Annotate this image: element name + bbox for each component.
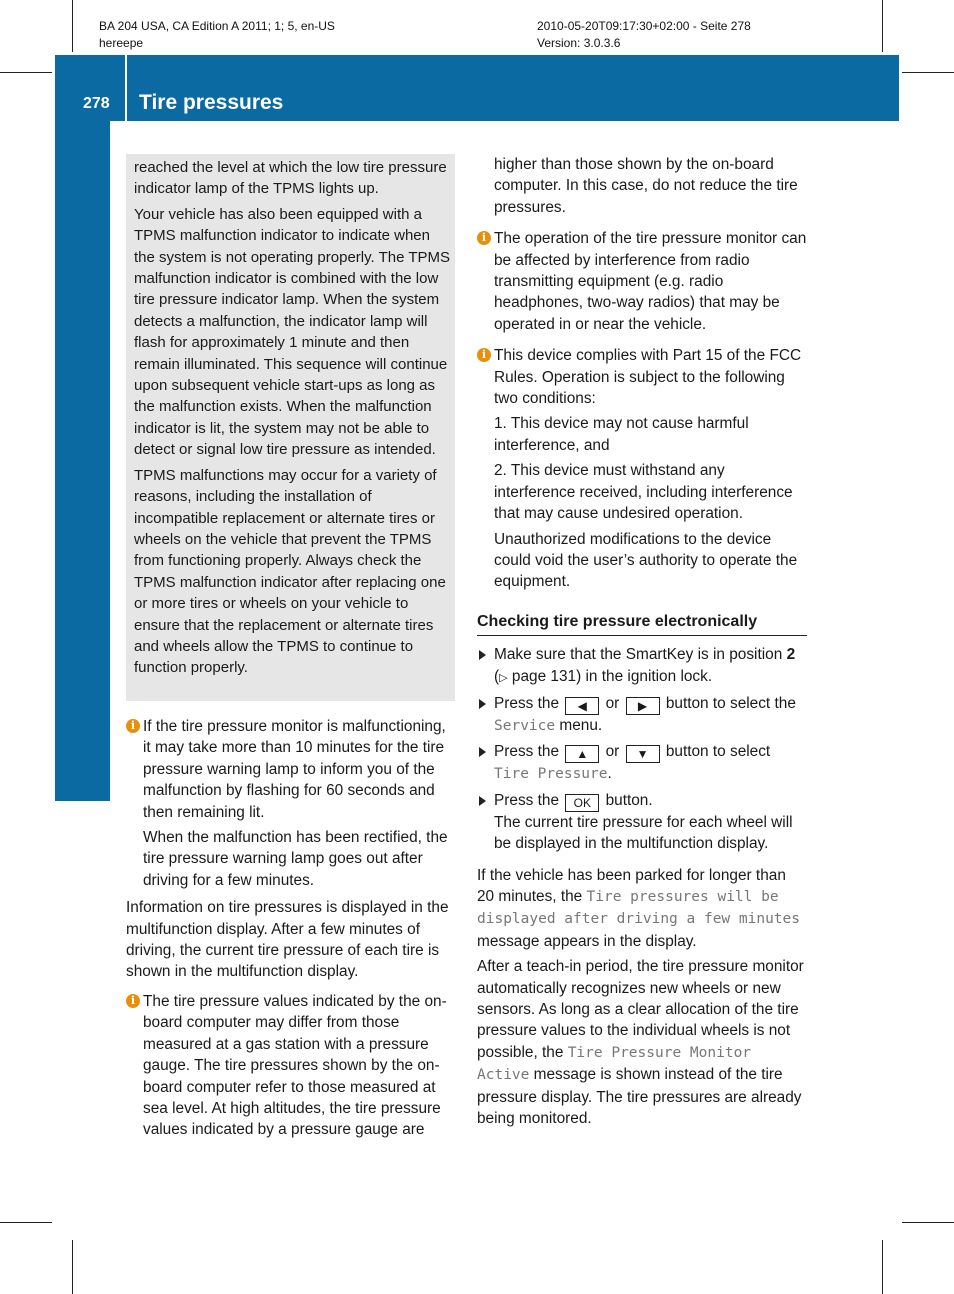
right-arrow-button-icon: ▶ bbox=[626, 697, 660, 715]
crop-mark bbox=[0, 1222, 52, 1223]
arrow-right-icon bbox=[479, 650, 486, 660]
text: message is shown instead of the tire pressure display. The tire pressures are already being monitored. bbox=[477, 1066, 802, 1128]
page-number: 278 bbox=[83, 95, 110, 112]
text: ( bbox=[494, 667, 500, 685]
text: or bbox=[601, 694, 624, 712]
text: Press the bbox=[494, 743, 564, 761]
crop-mark bbox=[902, 1222, 954, 1223]
display-text: Tire Pressure bbox=[494, 766, 608, 783]
ok-button-icon: OK bbox=[565, 794, 599, 812]
crop-mark bbox=[72, 1240, 73, 1294]
text: After a teach-in period, the tire pressure monitor automatically recognizes new wheels or new sensors. As long as a clear allocation of the tire pressure values to the individual wheels is not possible, the bbox=[477, 958, 804, 1061]
paragraph: When the malfunction has been rectified, the tire pressure warning lamp goes out after driving for a few minutes. bbox=[143, 829, 448, 889]
info-icon: i bbox=[477, 231, 491, 245]
meta-line: BA 204 USA, CA Edition A 2011; 1; 5, en-US bbox=[99, 19, 335, 33]
left-arrow-button-icon: ◀ bbox=[565, 697, 599, 715]
left-column bbox=[126, 716, 456, 1145]
arrow-right-icon bbox=[479, 747, 486, 757]
crop-mark bbox=[882, 0, 883, 52]
text: button to select bbox=[661, 743, 771, 761]
paragraph: TPMS malfunctions may occur for a variety of reasons, including the installation of incompatible replacement or alternate tires or wheels on the vehicle that prevent the TPMS from functioning properly. Always check the TPMS malfunction indicator after replacing one or more tires or wheels on your vehicle to ensure that the replacement or alternate tires and wheels allow the TPMS to continue to function properly. bbox=[134, 466, 446, 677]
page-title: Tire pressures bbox=[139, 91, 284, 114]
paragraph: Information on tire pressures is displayed in the multifunction display. After a few minutes of driving, the current tire pressure of each tire is shown in the multifunction display. bbox=[126, 899, 449, 981]
meta-line: 2010-05-20T09:17:30+02:00 - Seite 278 bbox=[537, 19, 751, 33]
info-icon: i bbox=[477, 348, 491, 362]
step-item bbox=[477, 644, 807, 689]
warning-text bbox=[134, 157, 450, 683]
info-icon: i bbox=[126, 994, 140, 1008]
section-heading: Checking tire pressure electronically bbox=[477, 611, 807, 636]
key-position: 2 bbox=[786, 646, 796, 664]
info-icon: i bbox=[126, 719, 140, 733]
text: Press the bbox=[494, 694, 564, 712]
text: If the vehicle has been parked for longer than 20 minutes, the bbox=[477, 866, 786, 905]
text: Make sure that the SmartKey is in position bbox=[494, 646, 787, 664]
text: Press the bbox=[494, 791, 564, 809]
paragraph: 1. This device may not cause harmful interference, and bbox=[494, 415, 749, 454]
crop-mark bbox=[0, 72, 52, 73]
text: . bbox=[607, 765, 612, 783]
info-note bbox=[477, 228, 807, 335]
print-meta-left bbox=[99, 18, 335, 52]
paragraph: Unauthorized modifications to the device could void the user’s authority to operate the equipment. bbox=[494, 530, 798, 591]
display-text: Service bbox=[494, 717, 556, 734]
header-divider bbox=[125, 55, 127, 121]
down-arrow-button-icon: ▼ bbox=[626, 745, 660, 763]
paragraph: higher than those shown by the on-board computer. In this case, do not reduce the tire pressures. bbox=[494, 156, 798, 216]
page-ref-icon: ▷ bbox=[499, 671, 508, 684]
step-item bbox=[477, 693, 807, 737]
text: menu. bbox=[555, 716, 603, 734]
text: or bbox=[601, 743, 624, 761]
up-arrow-button-icon: ▲ bbox=[565, 745, 599, 763]
crop-mark bbox=[902, 72, 954, 73]
chapter-label: Tires and wheels bbox=[68, 561, 95, 747]
paragraph bbox=[477, 865, 807, 953]
paragraph bbox=[477, 956, 807, 1129]
display-message: Tire pressures will be displayed after driving a few minutes bbox=[477, 888, 801, 928]
info-note bbox=[126, 716, 456, 891]
step-result: The current tire pressure for each wheel will be displayed in the multifunction display. bbox=[494, 813, 793, 853]
page-header bbox=[55, 55, 899, 121]
crop-mark bbox=[882, 1240, 883, 1294]
meta-line: hereepe bbox=[99, 36, 144, 50]
step-item bbox=[477, 741, 807, 785]
paragraph: 2. This device must withstand any interference received, including interference that may cause undesired operation. bbox=[494, 462, 793, 523]
page-reference: page 131) in the ignition lock. bbox=[507, 667, 713, 685]
arrow-right-icon bbox=[479, 796, 486, 806]
paragraph: This device complies with Part 15 of the FCC Rules. Operation is subject to the following two conditions: bbox=[494, 347, 802, 408]
paragraph: The operation of the tire pressure monitor can be affected by interference from radio transmitting equipment (e.g. radio headphones, two-way radios) that may be operated in or near the vehicle. bbox=[494, 230, 807, 333]
info-note bbox=[126, 991, 456, 1141]
step-item bbox=[477, 790, 807, 855]
paragraph: The tire pressure values indicated by the on-board computer may differ from those measured at a gas station with a pressure gauge. The tire pressures shown by the on-board computer refer to those measured at sea level. At high altitudes, the tire pressure values indicated by a pressure gauge are bbox=[143, 992, 447, 1139]
text: button to select the bbox=[661, 694, 796, 712]
paragraph: reached the level at which the low tire pressure indicator lamp of the TPMS lights up. bbox=[134, 159, 447, 198]
crop-mark bbox=[72, 0, 73, 52]
display-message: Tire Pressure Monitor Active bbox=[477, 1044, 752, 1084]
text: message appears in the display. bbox=[477, 932, 697, 950]
paragraph: Your vehicle has also been equipped with a TPMS malfunction indicator to indicate when the system is not operating properly. The TPMS malfunction indicator is combined with the low tire pressure indicator lamp. When the system detects a malfunction, the indicator lamp will flash for approximately 1 minute and then remain illuminated. This sequence will continue upon subsequent vehicle start-ups as long as the malfunction exists. When the malfunction indicator is lit, the system may not be able to detect or signal low tire pressure as intended. bbox=[134, 205, 450, 459]
meta-line: Version: 3.0.3.6 bbox=[537, 36, 621, 50]
info-note bbox=[477, 345, 807, 592]
right-column bbox=[477, 154, 807, 1133]
paragraph: If the tire pressure monitor is malfunctioning, it may take more than 10 minutes for the tire pressure warning lamp to inform you of the malfunction by flashing for 60 seconds and then remaining lit. bbox=[143, 718, 446, 821]
arrow-right-icon bbox=[479, 699, 486, 709]
text: button. bbox=[601, 791, 653, 809]
print-meta-right bbox=[537, 18, 751, 52]
